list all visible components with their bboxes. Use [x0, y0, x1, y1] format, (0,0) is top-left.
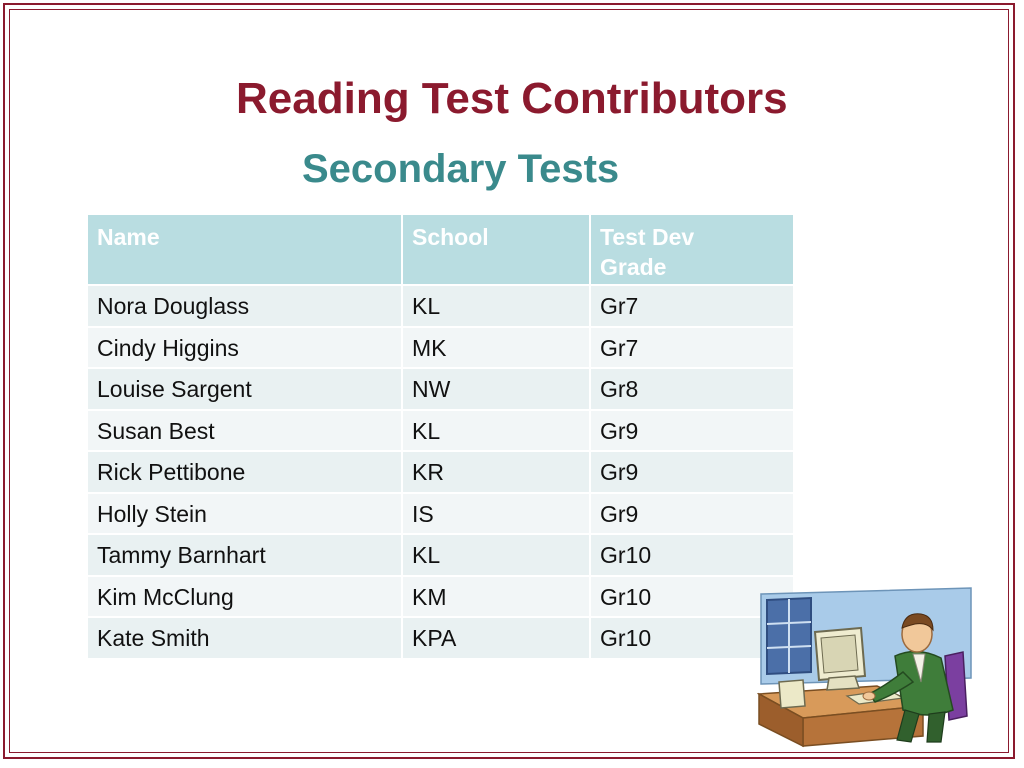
table-row [87, 576, 794, 618]
table-row [87, 493, 794, 535]
cell-grade: Gr7 [590, 327, 794, 369]
table-row [87, 451, 794, 493]
slide-subtitle: Secondary Tests [302, 147, 620, 191]
cell-school: NW [402, 368, 590, 410]
cell-grade: Gr9 [590, 410, 794, 452]
table-row [87, 410, 794, 452]
cell-school: KPA [402, 617, 590, 659]
cell-name: Holly Stein [87, 493, 402, 535]
man-at-computer-icon [757, 586, 973, 748]
cell-name: Nora Douglass [87, 285, 402, 327]
cell-name: Kim McClung [87, 576, 402, 618]
contributors-table [86, 213, 795, 660]
cell-school: IS [402, 493, 590, 535]
cell-grade: Gr7 [590, 285, 794, 327]
cell-school: KL [402, 410, 590, 452]
column-header-name: Name [87, 214, 402, 285]
cell-name: Cindy Higgins [87, 327, 402, 369]
cell-name: Kate Smith [87, 617, 402, 659]
cell-school: MK [402, 327, 590, 369]
table-row [87, 534, 794, 576]
table-row [87, 617, 794, 659]
table-row [87, 368, 794, 410]
slide-title: Reading Test Contributors [236, 74, 788, 123]
cell-grade: Gr10 [590, 617, 794, 659]
cell-name: Louise Sargent [87, 368, 402, 410]
cell-name: Tammy Barnhart [87, 534, 402, 576]
cell-school: KR [402, 451, 590, 493]
cell-school: KL [402, 285, 590, 327]
cell-school: KL [402, 534, 590, 576]
cell-name: Rick Pettibone [87, 451, 402, 493]
cell-grade: Gr9 [590, 493, 794, 535]
column-header-school: School [402, 214, 590, 285]
cell-grade: Gr9 [590, 451, 794, 493]
cell-name: Susan Best [87, 410, 402, 452]
cell-grade: Gr10 [590, 576, 794, 618]
cell-grade: Gr8 [590, 368, 794, 410]
table-row [87, 327, 794, 369]
column-header-grade: Test Dev Grade [590, 214, 794, 285]
table-row [87, 285, 794, 327]
cell-school: KM [402, 576, 590, 618]
cell-grade: Gr10 [590, 534, 794, 576]
table-header-row [87, 214, 794, 285]
